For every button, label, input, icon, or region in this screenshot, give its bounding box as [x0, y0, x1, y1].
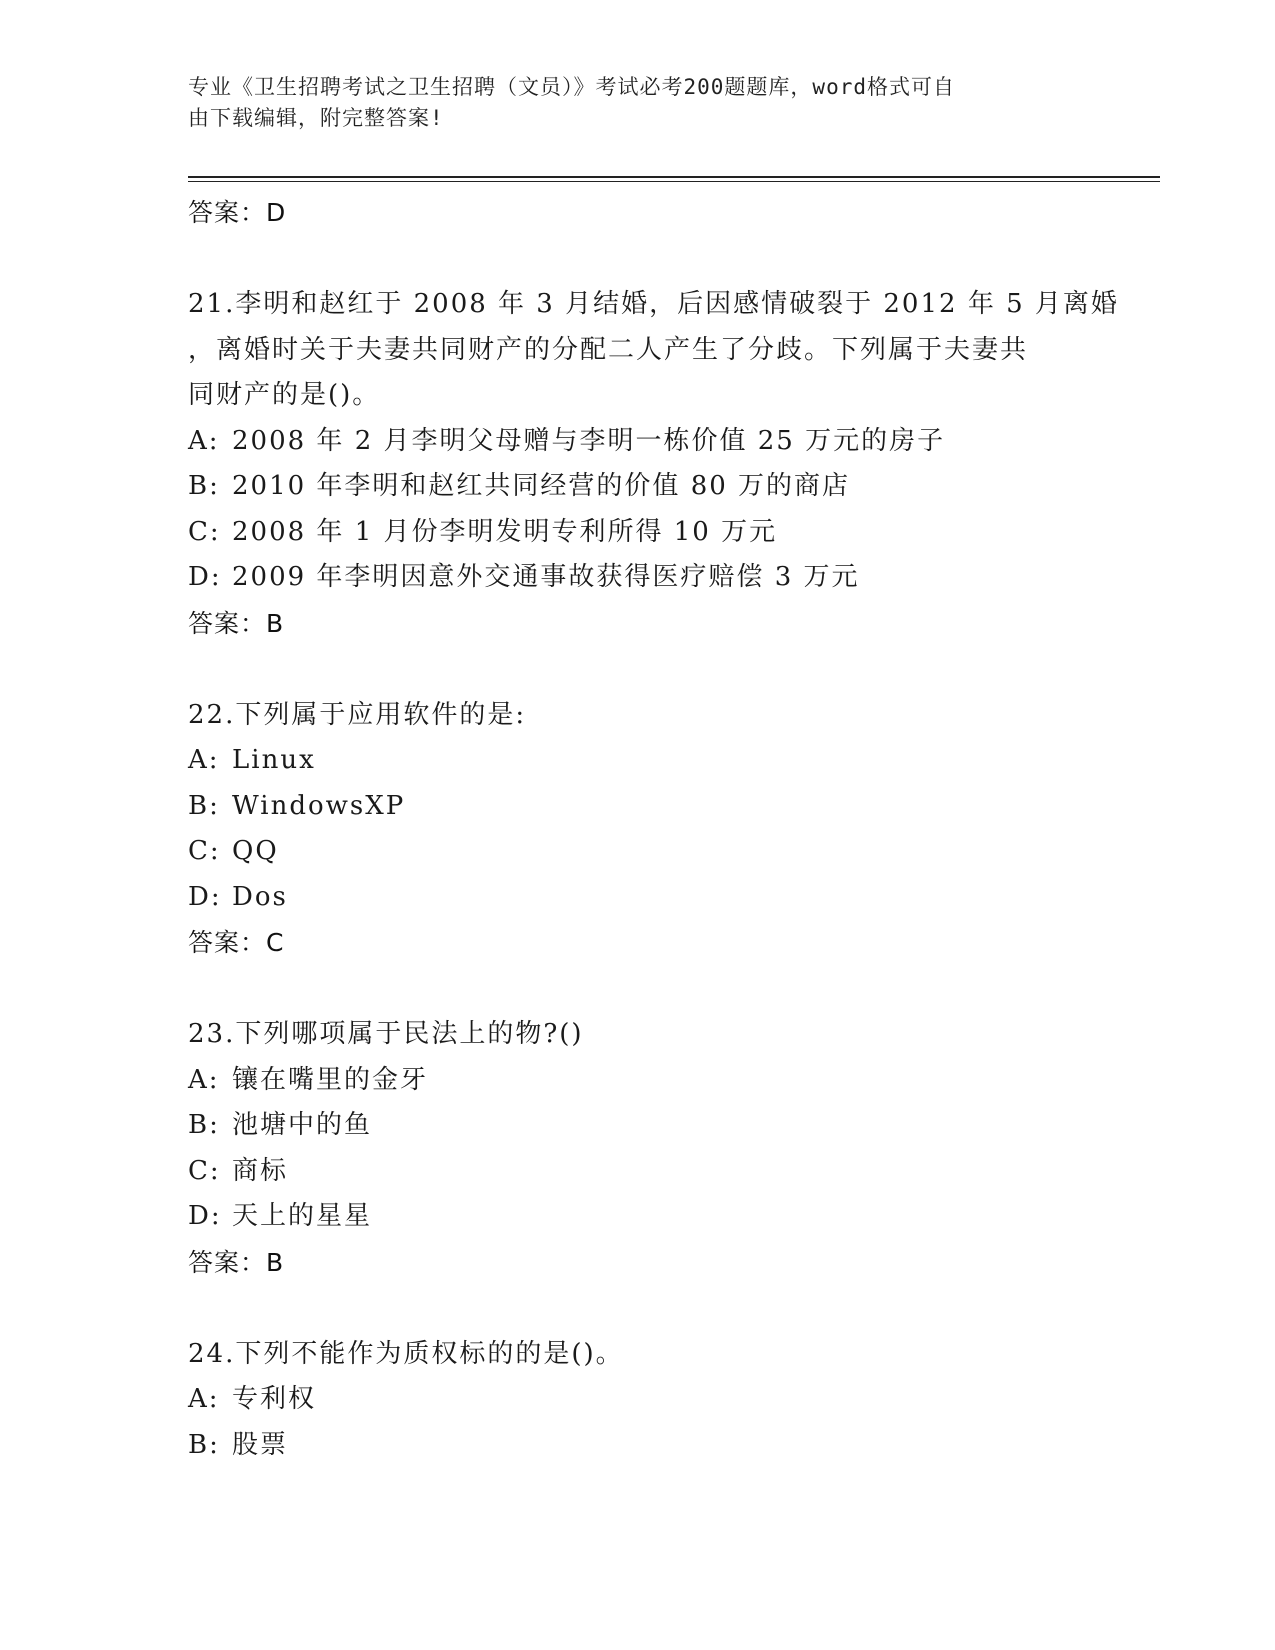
question-text-line: ，离婚时关于夫妻共同财产的分配二人产生了分歧。下列属于夫妻共 [188, 334, 1029, 365]
option-text: 2009 年李明因意外交通事故获得医疗赔偿 3 万元 [232, 562, 860, 592]
option-letter: D: [188, 881, 222, 912]
header-rule-thin [188, 181, 1160, 182]
option-text: 镶在嘴里的金牙 [232, 1064, 429, 1095]
answer-line: 答案：C [188, 928, 285, 957]
answer-line: 答案：B [188, 1247, 285, 1277]
option-text: 商标 [232, 1155, 289, 1186]
answer-line: 答案：B [188, 608, 285, 638]
option-b [188, 1423, 1128, 1469]
option-d [188, 555, 1128, 601]
option-text: 2008 年 2 月李明父母赠与李明一栋价值 25 万元的房子 [232, 425, 946, 456]
document-body [188, 190, 1128, 1468]
question-text-line: 24.下列不能作为质权标的的是()。 [188, 1338, 624, 1369]
question-22 [188, 693, 1128, 966]
option-letter: B: [188, 471, 220, 501]
option-letter: B: [188, 790, 220, 821]
option-a [188, 1058, 1128, 1104]
page-header [188, 72, 1068, 134]
question-21 [188, 282, 1128, 646]
option-text: 天上的星星 [232, 1201, 373, 1231]
option-text: Dos [232, 881, 288, 912]
option-letter: C: [188, 836, 221, 866]
option-c [188, 510, 1128, 556]
option-b [188, 464, 1128, 510]
question-text-line: 23.下列哪项属于民法上的物?() [188, 1019, 584, 1049]
option-d [188, 1194, 1128, 1240]
option-letter: D: [188, 1201, 222, 1231]
option-a [188, 738, 1128, 784]
option-a [188, 419, 1128, 465]
option-b [188, 1103, 1128, 1149]
option-text: WindowsXP [232, 790, 406, 821]
option-text: Linux [232, 745, 316, 775]
option-text: 池塘中的鱼 [232, 1110, 373, 1140]
option-c [188, 1149, 1128, 1195]
question-text [188, 693, 1128, 739]
option-letter: A: [188, 1384, 220, 1414]
question-24 [188, 1332, 1128, 1469]
question-text [188, 1012, 1128, 1058]
option-letter: B: [188, 1429, 220, 1460]
option-d [188, 875, 1128, 921]
spacer [188, 965, 1128, 1012]
option-letter: A: [188, 1064, 220, 1095]
question-text-line: 22.下列属于应用软件的是: [188, 699, 527, 730]
option-letter: A: [188, 425, 220, 456]
question-text [188, 1332, 1128, 1378]
question-text-line: 21.李明和赵红于 2008 年 3 月结婚，后因感情破裂于 2012 年 5 月离婚 [188, 289, 1119, 319]
question-23 [188, 1012, 1128, 1285]
option-letter: C: [188, 516, 221, 547]
header-rule-thick [188, 176, 1160, 178]
option-text: 专利权 [232, 1384, 317, 1414]
option-a [188, 1377, 1128, 1423]
option-letter: B: [188, 1110, 220, 1140]
spacer [188, 1285, 1128, 1332]
option-text: 股票 [232, 1429, 289, 1460]
header-line-2: 由下载编辑，附完整答案! [188, 106, 444, 130]
option-text: 2010 年李明和赵红共同经营的价值 80 万的商店 [232, 471, 851, 501]
header-line-1: 专业《卫生招聘考试之卫生招聘（文员）》考试必考200题题库，word格式可自 [188, 75, 955, 99]
option-text: QQ [232, 836, 279, 866]
option-letter: C: [188, 1155, 221, 1186]
option-letter: D: [188, 562, 222, 592]
option-c [188, 829, 1128, 875]
answer-line: 答案：D [188, 198, 287, 227]
question-text-line: 同财产的是()。 [188, 380, 381, 410]
option-text: 2008 年 1 月份李明发明专利所得 10 万元 [232, 516, 778, 547]
option-letter: A: [188, 745, 220, 775]
spacer [188, 235, 1128, 282]
option-b [188, 784, 1128, 830]
question-text [188, 282, 1128, 419]
spacer [188, 646, 1128, 693]
